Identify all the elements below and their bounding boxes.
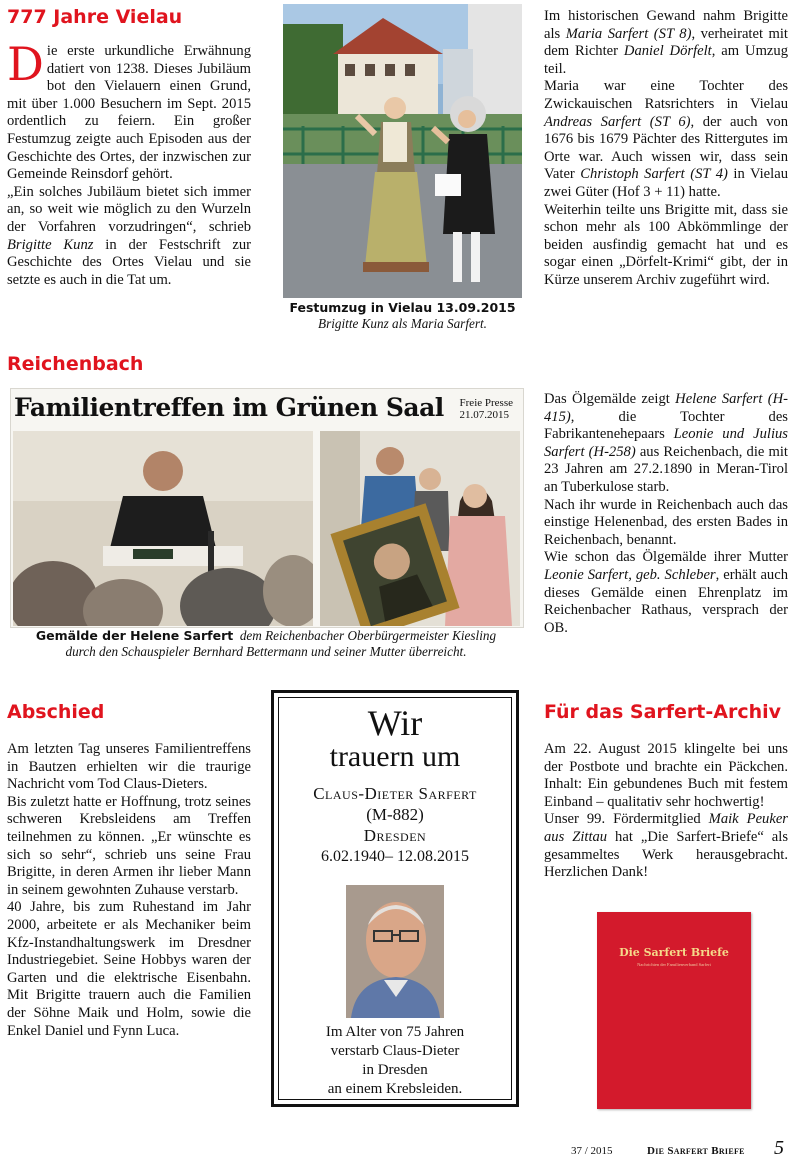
obituary-code: (M-882) [366,805,424,824]
vielau-paragraph-3: Im historischen Gewand nahm Brigitte als Maria Sarfert (ST 8), verheiratet mit dem Richter Daniel Dörfelt, am Umzug teil. [544,8,788,77]
dropcap: D [7,37,44,91]
festumzug-photo [283,4,522,298]
vielau-article-right [544,8,788,290]
reading-photo [13,431,313,626]
obituary-dates: 6.02.1940– 12.08.2015 [321,848,469,865]
reichenbach-article [544,391,788,637]
obituary-city: Dresden [363,826,427,845]
reichenbach-paragraph-1: Das Ölgemälde zeigt Helene Sarfert (H-415), die Tochter des Fabrikantenehepaars Leonie und Julius Sarfert (H-258) aus Reichenbach, die mit 23 Jahren am 27.2.1890 in Meran-Tirol an Tuberkulose starb. [544,391,788,495]
abschied-paragraph-3: 40 Jahre, bis zum Ruhestand im Jahr 2000, arbeitete er als Mechaniker beim Kfz-Instandhaltungswerk im Dresdner Industriegebiet. Seine Hobbys waren der Garten und die elektrische Eisenbahn. Mit Brigitte trauern auch die Familien der Söhne Maik und Holm, sowie die Enkel Daniel und Fynn Luca. [7,899,251,1039]
archiv-paragraph-2: Unser 99. Fördermitglied Maik Peuker aus Zittau hat „Die Sarfert-Briefe“ als gesammeltes Werk herausgebracht. Herzlichen Dank! [544,811,788,881]
book-title: Die Sarfert Briefe [619,946,729,959]
section-title-vielau: 777 Jahre Vielau [7,6,183,28]
newspaper-clipping [10,388,524,628]
footer-magazine: Die Sarfert Briefe [647,1145,745,1157]
book-subtitle: Nachrichten der Familienverband Sarfert [637,962,711,967]
section-title-reichenbach: Reichenbach [7,353,144,375]
archiv-article [544,741,788,882]
archiv-paragraph-1: Am 22. August 2015 klingelte bei uns der Postbote und brachte ein Päckchen. Inhalt: Ein gebundenes Buch mit festem Einband – qualitativ sehr hochwertig! [544,741,788,810]
obituary-box [271,690,519,1107]
vielau-paragraph-5: Weiterhin teilte uns Brigitte mit, dass sie schon mehr als 100 Abkömmlinge der beiden ausfindig gemacht hat und es sogar einen „Dörfelt-Krimi“ gibt, der in Kürze unserem Archiv zugeführt wird. [544,201,788,288]
abschied-paragraph-2: Bis zuletzt hatte er Hoffnung, trotz seines schweren Krebsleidens am Treffen teilnehmen zu können. „Er wünschte es sich so sehr“, schrieb uns seine Frau Brigitte, in deren Armen ihr lieber Mann in seinem gewohnten Zuhause verstarb. [7,793,251,898]
obituary-heading-2: trauern um [329,740,461,773]
portrait-photo [346,885,444,1018]
newspaper-headline: Familientreffen im Grünen Saal [14,393,444,422]
reichenbach-caption: Gemälde der Helene Sarfert dem Reichenbacher Oberbürgermeister Kiesling durch den Schauspieler Bernhard Bettermann und seiner Mutter überreicht. [35,628,497,659]
section-title-archiv: Für das Sarfert-Archiv [544,701,782,723]
reichenbach-paragraph-3: Wie schon das Ölgemälde ihrer Mutter Leonie Sarfert, geb. Schleber, erhält auch dieses Gemälde einen Ehrenplatz im Reichenbacher Rathaus, versprach der OB. [544,549,788,636]
abschied-paragraph-1: Am letzten Tag unseres Familientreffens in Bautzen erhielten wir die traurige Nachricht vom Tod Claus-Dieters. [7,741,251,793]
vielau-article [7,37,251,289]
newspaper-source: Freie Presse 21.07.2015 [459,397,513,421]
book-cover [597,912,751,1109]
vielau-paragraph-2: „Ein solches Jubiläum bietet sich immer an, so weit wie möglich zu den Wurzeln der Vorfahren vorzudringen“, schrieb Brigitte Kunz in der Festschrift zur Geschichte des Ortes Vielau und sie setzte es auch in die Tat um. [7,183,251,288]
page-number: 5 [774,1137,784,1159]
festumzug-caption: Festumzug in Vielau 13.09.2015 Brigitte Kunz als Maria Sarfert. [289,300,516,331]
abschied-article [7,741,251,1040]
painting-photo [320,431,520,626]
reichenbach-paragraph-2: Nach ihr wurde in Reichenbach auch das einstige Helenenbad, des ersten Bades in Reichenbach, benannt. [544,496,788,548]
section-title-abschied: Abschied [7,701,105,723]
vielau-paragraph-1: ie erste urkundliche Erwähnung datiert von 1238. Dieses Jubiläum bot den Vielauern einen Grund, mit über 1.000 Besuchern im Sept. 2015 ordentlich zu feiern. Ein großer Festumzug zeigte auch Episoden aus der Geschichte des Ortes, der inzwischen zur Gemeinde Reinsdorf gehört. [7,43,251,183]
footer-issue: 37 / 2015 [571,1145,613,1157]
obituary-heading-1: Wir [367,703,423,743]
obituary-text: Im Alter von 75 Jahren verstarb Claus-Dieter in Dresden an einem Krebsleiden. [325,1024,465,1097]
obituary-name: Claus-Dieter Sarfert [313,784,477,803]
vielau-paragraph-4: Maria war eine Tochter des Zwickauischen Ratsrichters in Vielau Andreas Sarfert (ST 6), der auch von 1676 bis 1679 Pächter des Rittergutes im Orte war. Auch wissen wir, dass sein Vater Christoph Sarfert (ST 4) in Vielau zwei Güter (Hof 3 + 11) hatte. [544,78,789,200]
